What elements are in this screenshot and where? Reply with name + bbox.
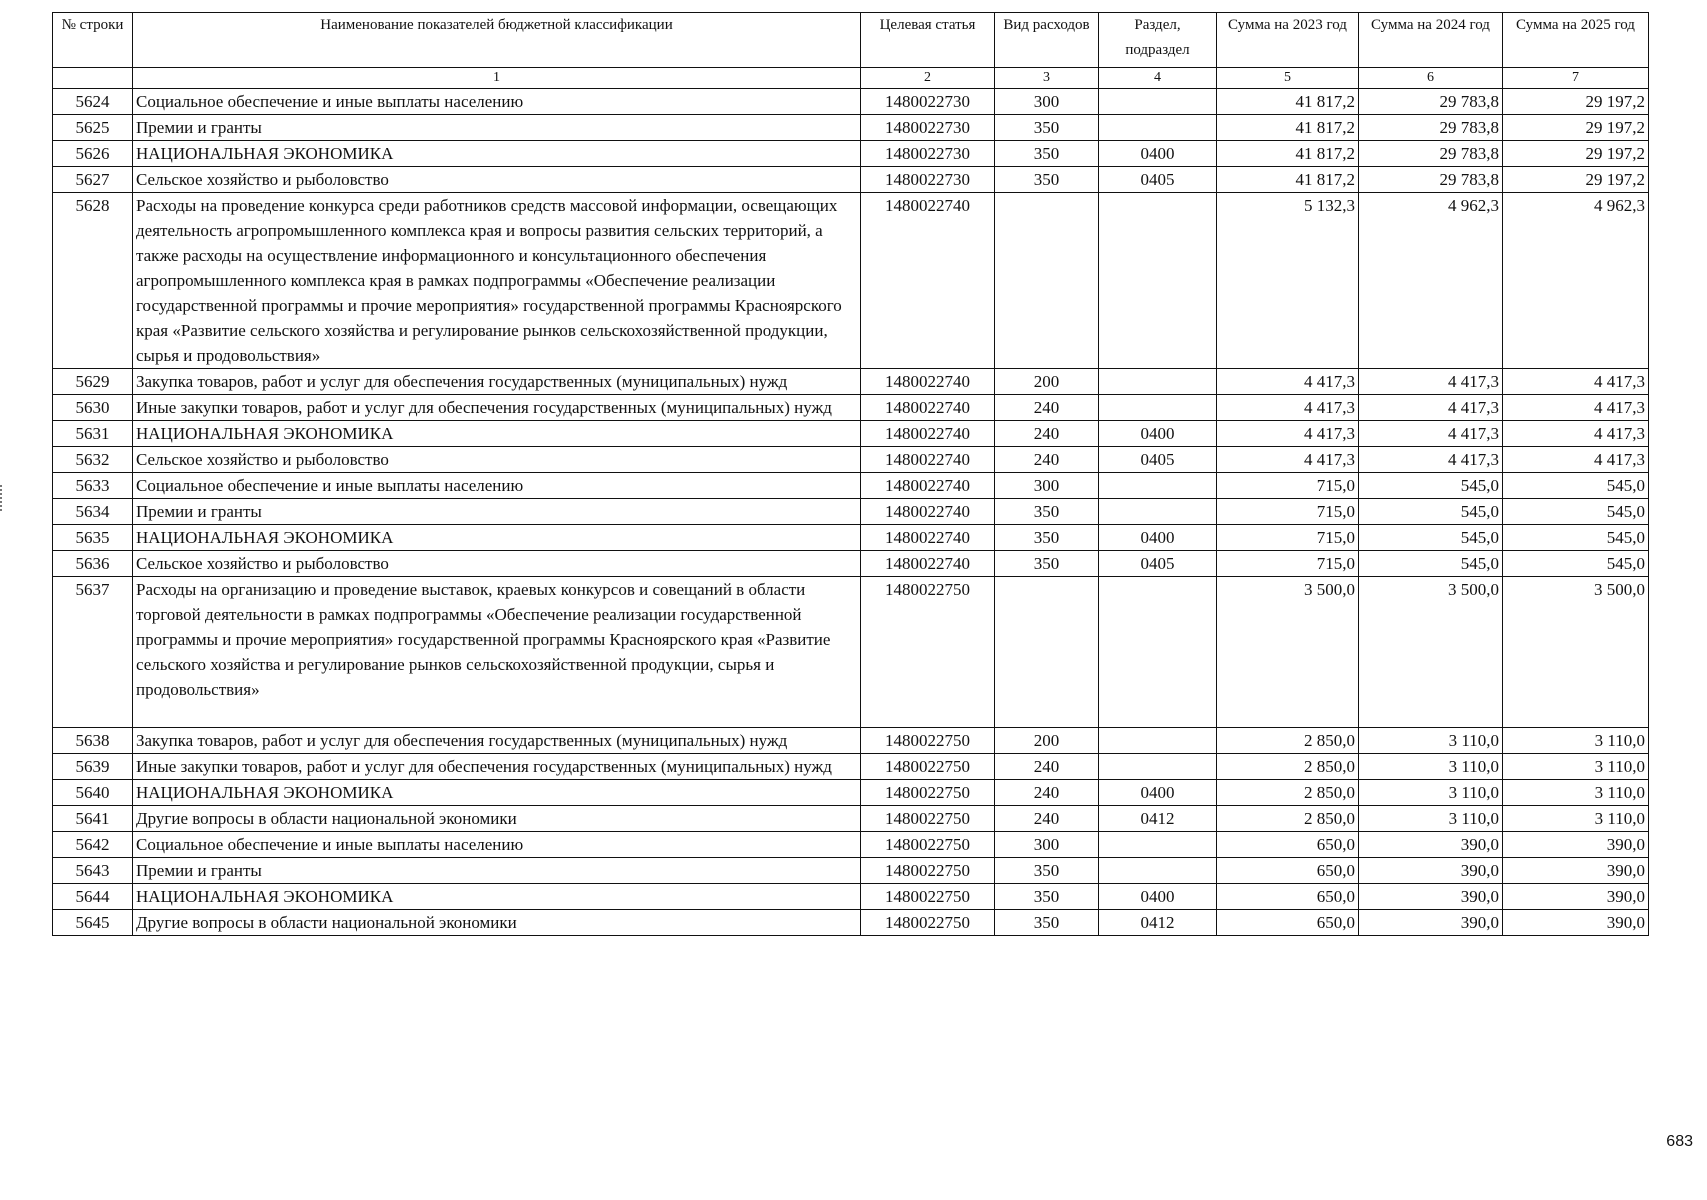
sum-2023-cell: 3 500,0 [1217,577,1359,728]
sum-2025-cell: 545,0 [1503,551,1649,577]
target-article-cell: 1480022740 [861,499,995,525]
row-number-cell: 5633 [53,473,133,499]
row-number-cell: 5641 [53,806,133,832]
indicator-name-cell: Расходы на организацию и проведение выставок, краевых конкурсов и совещаний в области торговой деятельности в рамках подпрограммы «Обеспечение реализации государственной программы и прочие мероприятия» государственной программы Красноярского края «Развитие сельского хозяйства и регулирование рынков сельскохозяйственной продукции, сырья и продовольствия» [133,577,861,728]
indicator-name-cell: Закупка товаров, работ и услуг для обеспечения государственных (муниципальных) нужд [133,369,861,395]
target-article-cell: 1480022750 [861,728,995,754]
sum-2025-cell: 4 417,3 [1503,395,1649,421]
indicator-name-cell: НАЦИОНАЛЬНАЯ ЭКОНОМИКА [133,525,861,551]
indicator-name-cell: Другие вопросы в области национальной экономики [133,806,861,832]
section-cell [1099,193,1217,369]
table-row [53,832,1649,858]
sum-2025-cell: 3 110,0 [1503,806,1649,832]
target-article-cell: 1480022740 [861,421,995,447]
section-cell: 0405 [1099,167,1217,193]
expense-kind-cell: 350 [995,141,1099,167]
row-number-cell: 5638 [53,728,133,754]
expense-kind-cell: 350 [995,551,1099,577]
indicator-name-cell: Закупка товаров, работ и услуг для обеспечения государственных (муниципальных) нужд [133,728,861,754]
row-number-cell: 5643 [53,858,133,884]
target-article-cell: 1480022750 [861,884,995,910]
target-article-cell: 1480022740 [861,369,995,395]
header-sum-2024: Сумма на 2024 год [1359,13,1503,68]
sum-2023-cell: 4 417,3 [1217,369,1359,395]
expense-kind-cell: 350 [995,115,1099,141]
sum-2024-cell: 29 783,8 [1359,167,1503,193]
expense-kind-cell: 240 [995,780,1099,806]
sum-2023-cell: 5 132,3 [1217,193,1359,369]
sum-2024-cell: 3 110,0 [1359,754,1503,780]
header-sum-2023: Сумма на 2023 год [1217,13,1359,68]
sum-2024-cell: 29 783,8 [1359,115,1503,141]
sum-2024-cell: 545,0 [1359,473,1503,499]
sum-2023-cell: 2 850,0 [1217,806,1359,832]
expense-kind-cell [995,577,1099,728]
sum-2025-cell: 545,0 [1503,473,1649,499]
target-article-cell: 1480022740 [861,551,995,577]
target-article-cell: 1480022750 [861,832,995,858]
table-row [53,473,1649,499]
sum-2024-cell: 390,0 [1359,910,1503,936]
expense-kind-cell: 200 [995,728,1099,754]
sum-2024-cell: 390,0 [1359,884,1503,910]
sum-2023-cell: 715,0 [1217,499,1359,525]
header-name: Наименование показателей бюджетной классификации [133,13,861,68]
target-article-cell: 1480022730 [861,115,995,141]
expense-kind-cell: 300 [995,89,1099,115]
target-article-cell: 1480022730 [861,141,995,167]
table-row [53,754,1649,780]
table-row [53,421,1649,447]
section-cell [1099,728,1217,754]
table-row [53,858,1649,884]
indicator-name-cell: НАЦИОНАЛЬНАЯ ЭКОНОМИКА [133,421,861,447]
expense-kind-cell: 240 [995,806,1099,832]
budget-table-container [52,12,1648,936]
row-number-cell: 5640 [53,780,133,806]
colnum-cell: 6 [1359,68,1503,89]
table-row [53,499,1649,525]
sum-2023-cell: 715,0 [1217,525,1359,551]
sum-2025-cell: 4 962,3 [1503,193,1649,369]
indicator-name-cell: Сельское хозяйство и рыболовство [133,551,861,577]
expense-kind-cell: 200 [995,369,1099,395]
table-row [53,115,1649,141]
section-cell: 0412 [1099,806,1217,832]
expense-kind-cell: 350 [995,525,1099,551]
header-kind: Вид расходов [995,13,1099,68]
target-article-cell: 1480022740 [861,525,995,551]
sum-2024-cell: 4 417,3 [1359,369,1503,395]
sum-2025-cell: 545,0 [1503,499,1649,525]
sum-2024-cell: 390,0 [1359,832,1503,858]
sum-2023-cell: 650,0 [1217,832,1359,858]
expense-kind-cell: 350 [995,910,1099,936]
target-article-cell: 1480022750 [861,806,995,832]
table-row [53,447,1649,473]
expense-kind-cell: 350 [995,499,1099,525]
target-article-cell: 1480022740 [861,473,995,499]
table-row [53,89,1649,115]
sum-2024-cell: 4 417,3 [1359,395,1503,421]
row-number-cell: 5626 [53,141,133,167]
row-number-cell: 5629 [53,369,133,395]
sum-2023-cell: 4 417,3 [1217,395,1359,421]
section-cell: 0400 [1099,884,1217,910]
colnum-cell: 4 [1099,68,1217,89]
indicator-name-cell: Социальное обеспечение и иные выплаты населению [133,89,861,115]
row-number-cell: 5637 [53,577,133,728]
sum-2025-cell: 390,0 [1503,858,1649,884]
header-row [53,13,1649,68]
table-row [53,167,1649,193]
table-row [53,577,1649,728]
sum-2023-cell: 650,0 [1217,910,1359,936]
row-number-cell: 5642 [53,832,133,858]
header-row-no: № строки [53,13,133,68]
sum-2025-cell: 29 197,2 [1503,89,1649,115]
expense-kind-cell: 300 [995,832,1099,858]
table-row [53,525,1649,551]
target-article-cell: 1480022750 [861,754,995,780]
colnum-cell: 1 [133,68,861,89]
row-number-cell: 5628 [53,193,133,369]
sum-2023-cell: 2 850,0 [1217,754,1359,780]
sum-2024-cell: 4 962,3 [1359,193,1503,369]
section-cell [1099,832,1217,858]
header-section: Раздел, подраздел [1099,13,1217,68]
section-cell [1099,577,1217,728]
sum-2025-cell: 3 110,0 [1503,728,1649,754]
indicator-name-cell: Социальное обеспечение и иные выплаты населению [133,473,861,499]
table-row [53,193,1649,369]
expense-kind-cell: 240 [995,395,1099,421]
header-sum-2025: Сумма на 2025 год [1503,13,1649,68]
section-cell [1099,858,1217,884]
indicator-name-cell: Премии и гранты [133,858,861,884]
row-number-cell: 5631 [53,421,133,447]
sum-2024-cell: 3 110,0 [1359,806,1503,832]
sum-2024-cell: 545,0 [1359,551,1503,577]
section-cell: 0405 [1099,551,1217,577]
table-row [53,806,1649,832]
sum-2024-cell: 390,0 [1359,858,1503,884]
page-number: 683 [1666,1133,1693,1150]
table-row [53,780,1649,806]
sum-2024-cell: 545,0 [1359,525,1503,551]
column-numbers-row [53,68,1649,89]
expense-kind-cell: 240 [995,421,1099,447]
section-cell: 0405 [1099,447,1217,473]
sum-2025-cell: 29 197,2 [1503,167,1649,193]
sum-2023-cell: 41 817,2 [1217,141,1359,167]
indicator-name-cell: Социальное обеспечение и иные выплаты населению [133,832,861,858]
indicator-name-cell: Премии и гранты [133,499,861,525]
row-number-cell: 5639 [53,754,133,780]
table-row [53,141,1649,167]
indicator-name-cell: Иные закупки товаров, работ и услуг для обеспечения государственных (муниципальных) нужд [133,754,861,780]
sum-2024-cell: 29 783,8 [1359,89,1503,115]
target-article-cell: 1480022740 [861,395,995,421]
section-cell: 0400 [1099,525,1217,551]
sum-2023-cell: 715,0 [1217,473,1359,499]
table-row [53,395,1649,421]
sum-2023-cell: 41 817,2 [1217,167,1359,193]
section-cell [1099,473,1217,499]
expense-kind-cell: 350 [995,884,1099,910]
row-number-cell: 5624 [53,89,133,115]
sum-2024-cell: 3 110,0 [1359,728,1503,754]
sum-2025-cell: 29 197,2 [1503,141,1649,167]
sum-2023-cell: 41 817,2 [1217,89,1359,115]
section-cell [1099,499,1217,525]
sum-2024-cell: 3 110,0 [1359,780,1503,806]
section-cell [1099,754,1217,780]
indicator-name-cell: НАЦИОНАЛЬНАЯ ЭКОНОМИКА [133,141,861,167]
sum-2023-cell: 2 850,0 [1217,728,1359,754]
header-target: Целевая статья [861,13,995,68]
sum-2025-cell: 3 500,0 [1503,577,1649,728]
section-cell [1099,395,1217,421]
sum-2024-cell: 3 500,0 [1359,577,1503,728]
sum-2023-cell: 650,0 [1217,858,1359,884]
sum-2025-cell: 29 197,2 [1503,115,1649,141]
sum-2025-cell: 3 110,0 [1503,780,1649,806]
table-row [53,551,1649,577]
row-number-cell: 5636 [53,551,133,577]
row-number-cell: 5627 [53,167,133,193]
sum-2025-cell: 390,0 [1503,884,1649,910]
budget-table [52,12,1649,936]
table-row [53,369,1649,395]
sum-2023-cell: 4 417,3 [1217,421,1359,447]
indicator-name-cell: Премии и гранты [133,115,861,141]
indicator-name-cell: НАЦИОНАЛЬНАЯ ЭКОНОМИКА [133,884,861,910]
expense-kind-cell: 240 [995,754,1099,780]
section-cell [1099,369,1217,395]
section-cell: 0412 [1099,910,1217,936]
row-number-cell: 5625 [53,115,133,141]
colnum-cell: 2 [861,68,995,89]
sum-2025-cell: 390,0 [1503,910,1649,936]
target-article-cell: 1480022750 [861,858,995,884]
sum-2023-cell: 715,0 [1217,551,1359,577]
section-cell: 0400 [1099,421,1217,447]
sum-2025-cell: 4 417,3 [1503,421,1649,447]
row-number-cell: 5630 [53,395,133,421]
sum-2025-cell: 390,0 [1503,832,1649,858]
sum-2023-cell: 2 850,0 [1217,780,1359,806]
section-cell [1099,115,1217,141]
sum-2023-cell: 650,0 [1217,884,1359,910]
sum-2024-cell: 545,0 [1359,499,1503,525]
row-number-cell: 5644 [53,884,133,910]
row-number-cell: 5634 [53,499,133,525]
expense-kind-cell: 240 [995,447,1099,473]
expense-kind-cell: 350 [995,858,1099,884]
table-row [53,884,1649,910]
indicator-name-cell: Сельское хозяйство и рыболовство [133,167,861,193]
section-cell [1099,89,1217,115]
row-number-cell: 5635 [53,525,133,551]
sum-2024-cell: 29 783,8 [1359,141,1503,167]
table-row [53,728,1649,754]
expense-kind-cell [995,193,1099,369]
colnum-cell: 7 [1503,68,1649,89]
sum-2025-cell: 4 417,3 [1503,369,1649,395]
expense-kind-cell: 300 [995,473,1099,499]
sum-2024-cell: 4 417,3 [1359,421,1503,447]
indicator-name-cell: НАЦИОНАЛЬНАЯ ЭКОНОМИКА [133,780,861,806]
colnum-cell: 5 [1217,68,1359,89]
sum-2024-cell: 4 417,3 [1359,447,1503,473]
section-cell: 0400 [1099,141,1217,167]
indicator-name-cell: Другие вопросы в области национальной экономики [133,910,861,936]
sum-2023-cell: 41 817,2 [1217,115,1359,141]
target-article-cell: 1480022730 [861,167,995,193]
margin-mark [0,485,5,511]
sum-2025-cell: 4 417,3 [1503,447,1649,473]
sum-2025-cell: 3 110,0 [1503,754,1649,780]
row-number-cell: 5632 [53,447,133,473]
target-article-cell: 1480022750 [861,910,995,936]
target-article-cell: 1480022730 [861,89,995,115]
colnum-cell: 3 [995,68,1099,89]
section-cell: 0400 [1099,780,1217,806]
target-article-cell: 1480022740 [861,447,995,473]
expense-kind-cell: 350 [995,167,1099,193]
row-number-cell: 5645 [53,910,133,936]
indicator-name-cell: Сельское хозяйство и рыболовство [133,447,861,473]
indicator-name-cell: Расходы на проведение конкурса среди работников средств массовой информации, освещающих деятельность агропромышленного комплекса края и вопросы развития сельских территорий, а также расходы на осуществление информационного и консультационного обеспечения агропромышленного комплекса края в рамках подпрограммы «Обеспечение реализации государственной программы и прочие мероприятия» государственной программы Красноярского края «Развитие сельского хозяйства и регулирование рынков сельскохозяйственной продукции, сырья и продовольствия» [133,193,861,369]
indicator-name-cell: Иные закупки товаров, работ и услуг для обеспечения государственных (муниципальных) нужд [133,395,861,421]
target-article-cell: 1480022750 [861,577,995,728]
target-article-cell: 1480022750 [861,780,995,806]
target-article-cell: 1480022740 [861,193,995,369]
colnum-cell [53,68,133,89]
sum-2025-cell: 545,0 [1503,525,1649,551]
sum-2023-cell: 4 417,3 [1217,447,1359,473]
table-row [53,910,1649,936]
